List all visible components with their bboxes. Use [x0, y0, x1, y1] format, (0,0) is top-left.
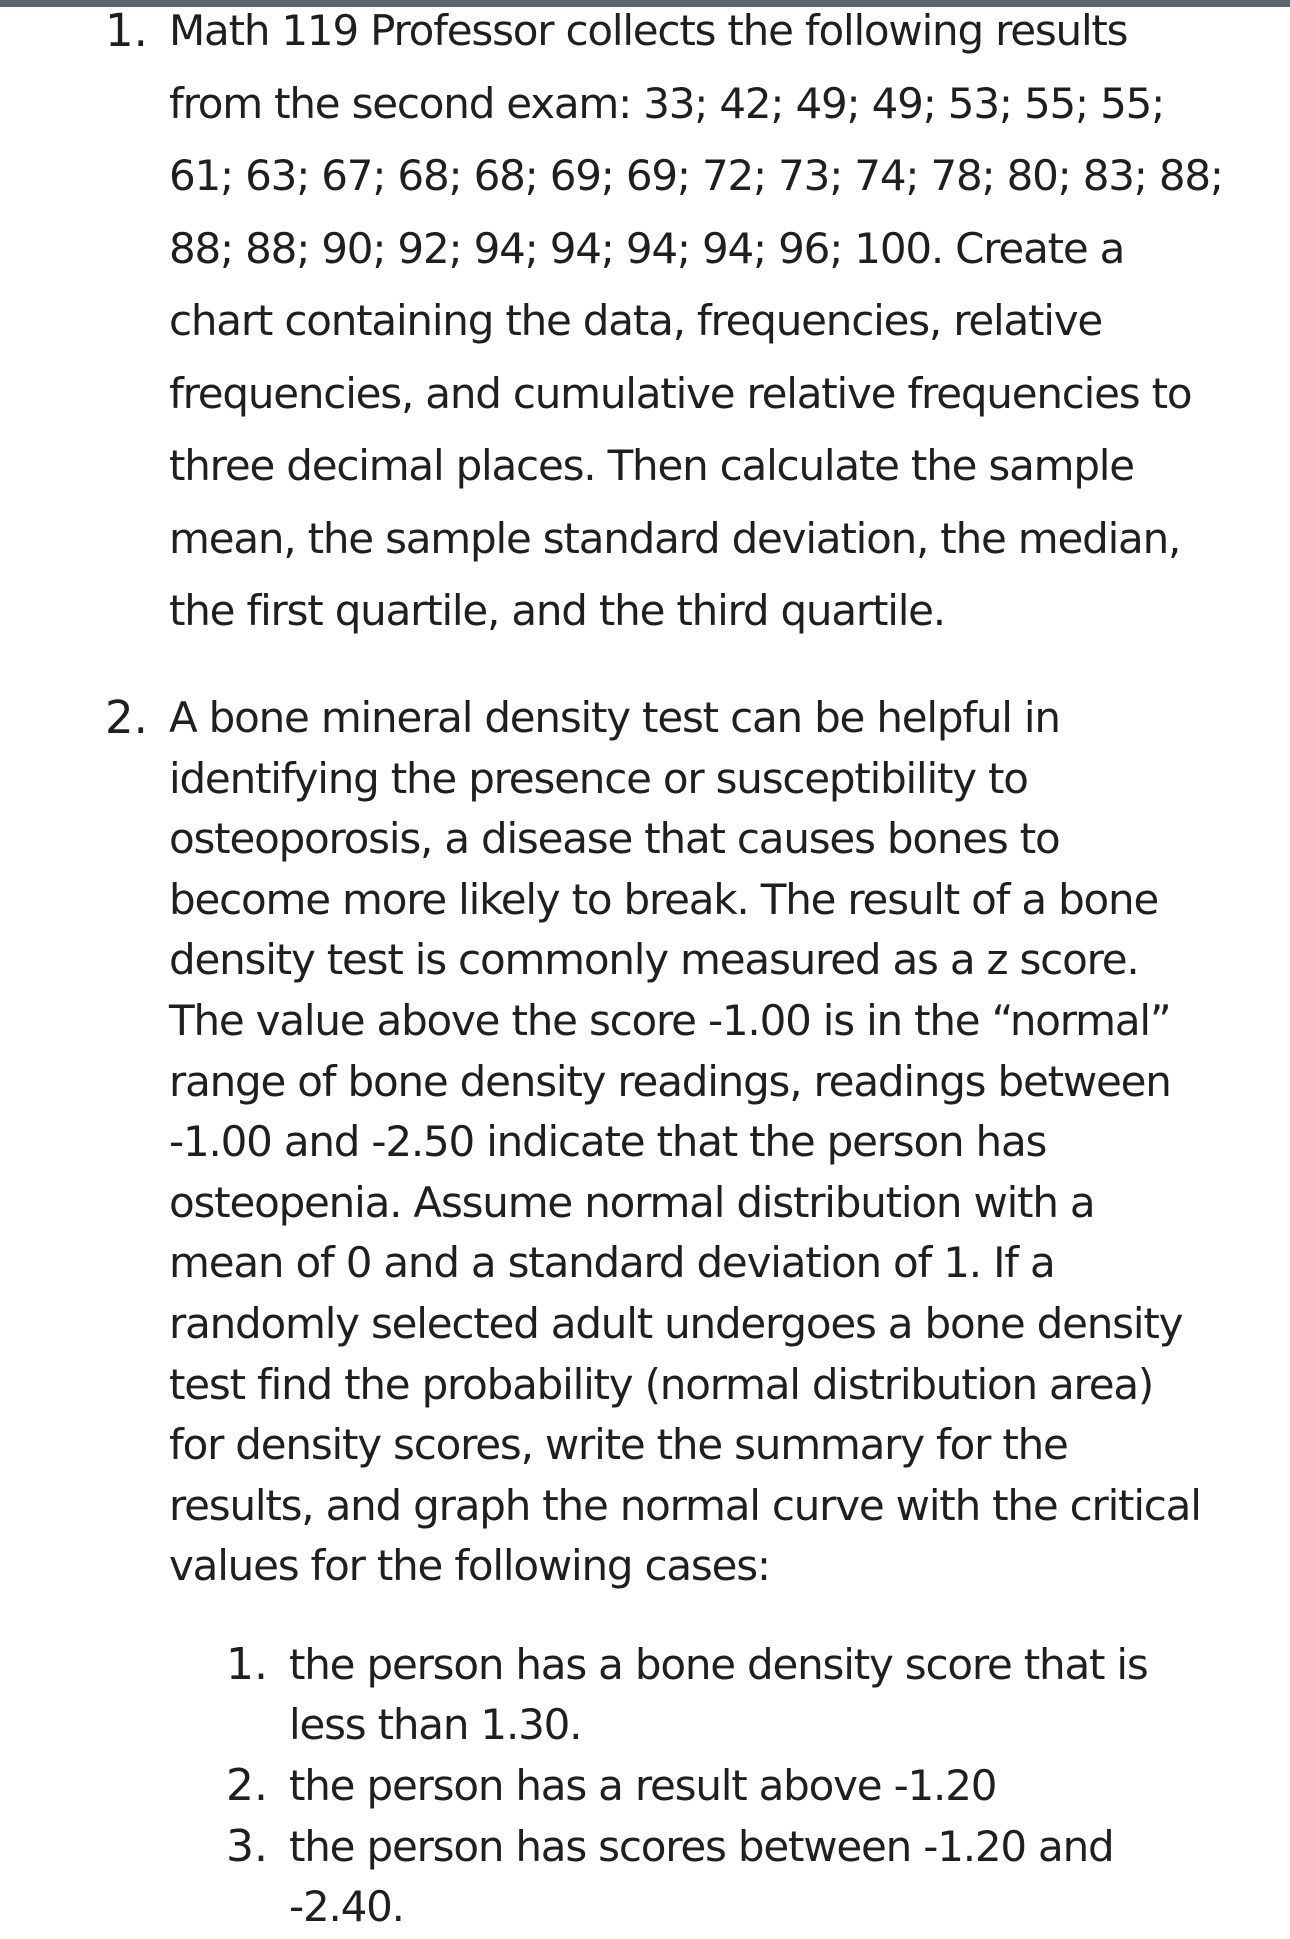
case-line: the person has a bone density score that is — [289, 1640, 1148, 1689]
case-line: less than 1.30. — [289, 1700, 582, 1749]
question-2-line: for density scores, write the summary for the — [169, 1420, 1068, 1470]
question-1-line: three decimal places. Then calculate the sample — [169, 441, 1134, 490]
question-2-line: A bone mineral density test can be helpful in — [169, 693, 1060, 742]
case-text — [289, 1817, 1113, 1937]
case-number: 3. — [226, 1821, 268, 1872]
question-2-line: range of bone density readings, readings between — [169, 1056, 1171, 1106]
question-2-line: -1.00 and -2.50 indicate that the person has — [169, 1117, 1047, 1167]
question-1-line: frequencies, and cumulative relative frequencies to — [169, 368, 1192, 418]
question-2-line: osteoporosis, a disease that causes bones to — [169, 814, 1060, 864]
question-2-line: randomly selected adult undergoes a bone density — [169, 1298, 1183, 1348]
question-2-line: identifying the presence or susceptibility to — [169, 753, 1028, 803]
question-1-line: the first quartile, and the third quartile. — [169, 586, 945, 635]
case-text — [289, 1635, 1148, 1755]
question-1-line: chart containing the data, frequencies, relative — [169, 296, 1103, 345]
case-number: 2. — [226, 1760, 268, 1811]
question-2-line: osteopenia. Assume normal distribution with a — [169, 1177, 1095, 1227]
question-1-line: from the second exam: 33; 42; 49; 49; 53; 55; 55; — [169, 78, 1165, 128]
question-2-line: mean of 0 and a standard deviation of 1. If a — [169, 1238, 1055, 1288]
question-2-line: values for the following cases: — [169, 1541, 770, 1591]
case-number: 1. — [226, 1639, 268, 1690]
question-1-line: 88; 88; 90; 92; 94; 94; 94; 94; 96; 100. Create a — [169, 223, 1125, 273]
case-line: -2.40. — [289, 1882, 404, 1931]
question-2-line: become more likely to break. The result of a bone — [169, 874, 1159, 924]
case-line: the person has scores between -1.20 and — [289, 1822, 1114, 1871]
question-2-number: 2. — [105, 691, 148, 744]
question-2-line: results, and graph the normal curve with the critical — [169, 1480, 1201, 1530]
question-1-line: mean, the sample standard deviation, the median, — [169, 513, 1181, 563]
question-2-text — [169, 688, 1279, 1597]
question-1-number: 1. — [105, 4, 148, 57]
question-1-line: Math 119 Professor collects the following results — [169, 6, 1128, 55]
case-line: the person has a result above -1.20 — [289, 1761, 997, 1810]
question-2-line: density test is commonly measured as a z score. — [169, 935, 1139, 985]
question-2-line: The value above the score -1.00 is in the “normal” — [169, 995, 1171, 1045]
case-text — [289, 1756, 996, 1816]
question-1-text — [169, 2, 1279, 655]
question-2-line: test find the probability (normal distribution area) — [169, 1359, 1154, 1409]
question-1-line: 61; 63; 67; 68; 68; 69; 69; 72; 73; 74; 78; 80; 83; 88; — [169, 151, 1223, 200]
